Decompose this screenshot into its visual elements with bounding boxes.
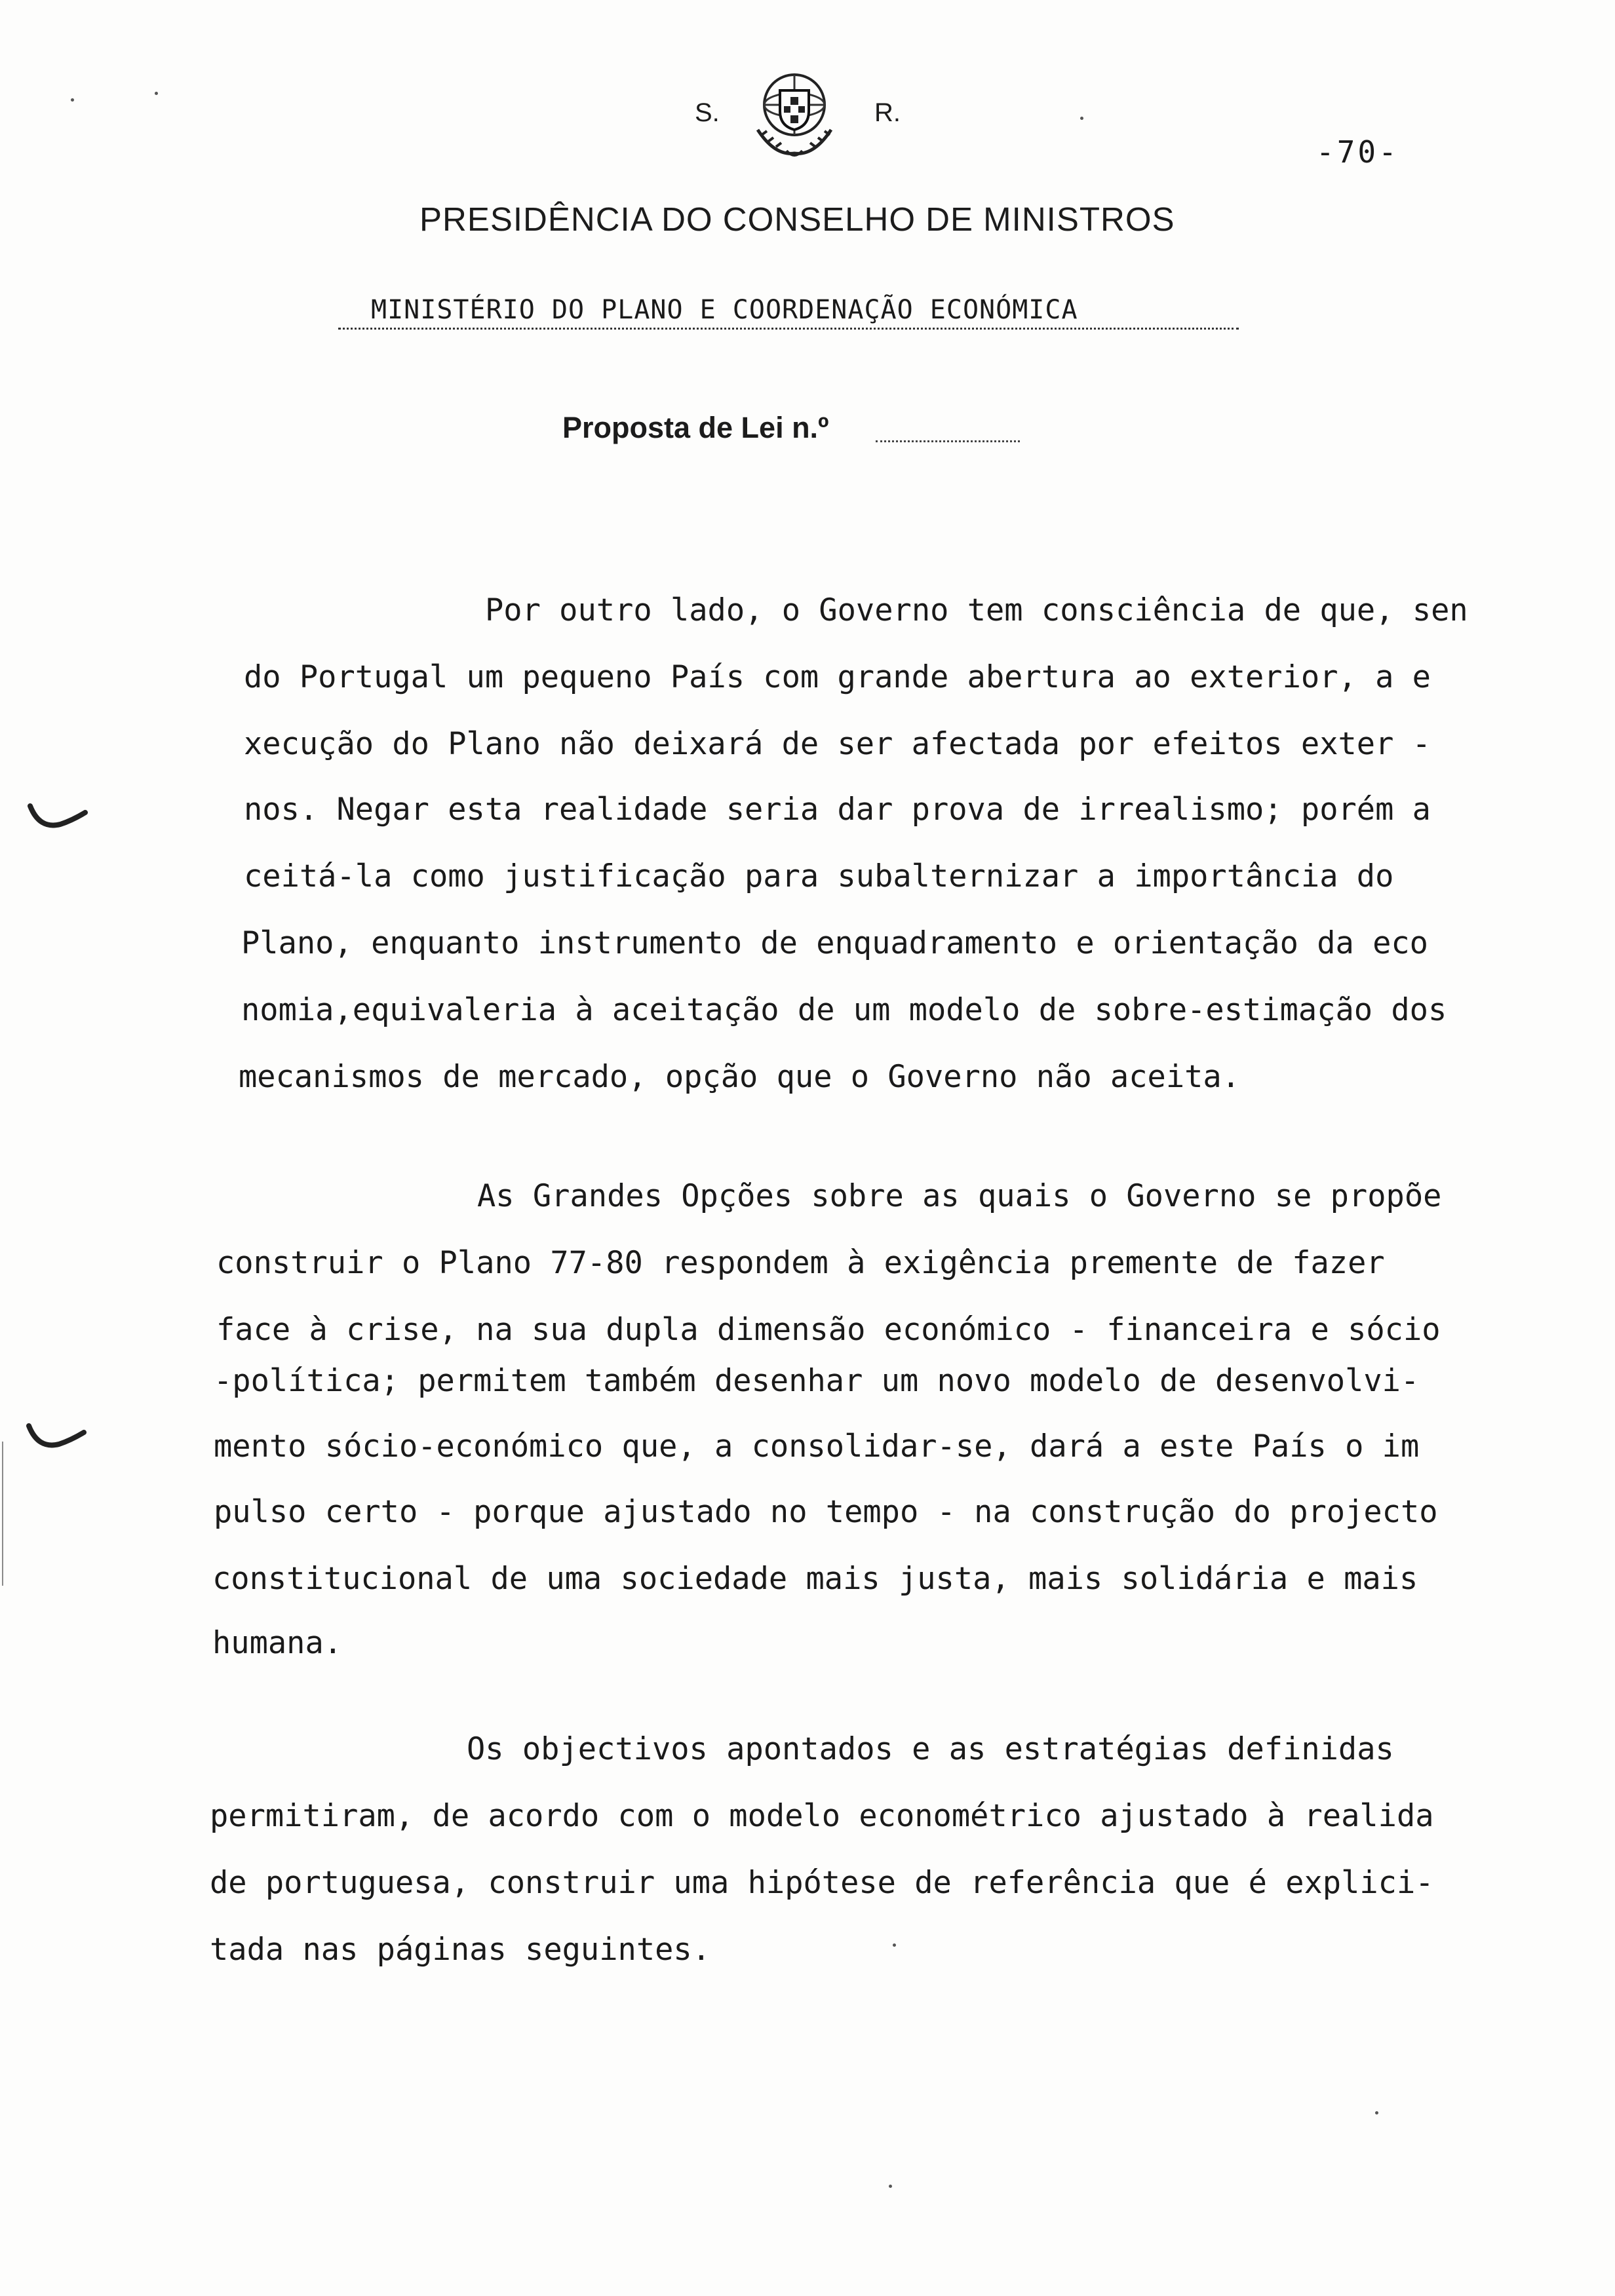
scan-speck	[1375, 2111, 1378, 2114]
paragraph-1-line-6: Plano, enquanto instrumento de enquadramento e orientação da eco	[241, 925, 1428, 961]
scan-speck	[889, 2185, 892, 2188]
scan-speck	[155, 92, 158, 95]
letterhead-left-letter: S.	[695, 98, 720, 127]
paragraph-3-line-4: tada nas páginas seguintes.	[210, 1932, 711, 1968]
letterhead-right-letter: R.	[874, 98, 901, 127]
page-number: -70-	[1316, 134, 1399, 170]
institution-title: PRESIDÊNCIA DO CONSELHO DE MINISTROS	[419, 201, 1175, 238]
coat-of-arms-seal-icon	[742, 64, 847, 163]
paragraph-1-line-8: mecanismos de mercado, opção que o Governo não aceita.	[239, 1059, 1241, 1095]
paragraph-3-line-3: de portuguesa, construir uma hipótese de referência que é explici-	[210, 1865, 1434, 1901]
paragraph-2-line-1: As Grandes Opções sobre as quais o Governo se propõe	[477, 1178, 1442, 1214]
proposal-number-blank	[876, 440, 1020, 442]
scan-fold-line	[2, 1442, 3, 1586]
paragraph-2-line-2: construir o Plano 77-80 respondem à exigência premente de fazer	[216, 1245, 1385, 1281]
paragraph-3-line-1: Os objectivos apontados e as estratégias definidas	[467, 1731, 1394, 1767]
ministry-name: MINISTÉRIO DO PLANO E COORDENAÇÃO ECONÓMICA	[371, 295, 1078, 325]
paragraph-2-line-5: mento sócio-económico que, a consolidar-se, dará a este País o im	[214, 1428, 1420, 1464]
paragraph-1-line-4: nos. Negar esta realidade seria dar prova de irrealismo; porém a	[244, 792, 1431, 828]
scan-speck	[1080, 117, 1083, 120]
paragraph-1-line-5: ceitá-la como justificação para subalternizar a importância do	[244, 858, 1394, 894]
paragraph-1-line-7: nomia,equivaleria à aceitação de um modelo de sobre-estimação dos	[241, 992, 1447, 1028]
paragraph-2-line-7: constitucional de uma sociedade mais justa, mais solidária e mais	[212, 1561, 1418, 1597]
scan-speck	[71, 98, 74, 102]
paragraph-2-line-8: humana.	[212, 1625, 343, 1661]
paragraph-3-line-2: permitiram, de acordo com o modelo econométrico ajustado à realida	[210, 1798, 1434, 1834]
binder-hole-mark-icon	[25, 1421, 90, 1457]
paragraph-2-line-6: pulso certo - porque ajustado no tempo - na construção do projecto	[214, 1494, 1438, 1530]
paragraph-1-line-2: do Portugal um pequeno País com grande abertura ao exterior, a e	[244, 659, 1431, 695]
paragraph-1-line-3: xecução do Plano não deixará de ser afectada por efeitos exter -	[244, 726, 1431, 762]
ministry-dotted-rule	[338, 328, 1239, 330]
paragraph-1-line-1: Por outro lado, o Governo tem consciência de que, sen	[485, 592, 1468, 628]
scan-speck	[893, 1943, 896, 1947]
paragraph-2-line-3: face à crise, na sua dupla dimensão económico - financeira e sócio	[216, 1312, 1441, 1348]
binder-hole-mark-icon	[26, 801, 92, 837]
proposal-label: Proposta de Lei n.º	[562, 411, 829, 444]
paragraph-2-line-4: -política; permitem também desenhar um novo modelo de desenvolvi-	[214, 1363, 1420, 1399]
